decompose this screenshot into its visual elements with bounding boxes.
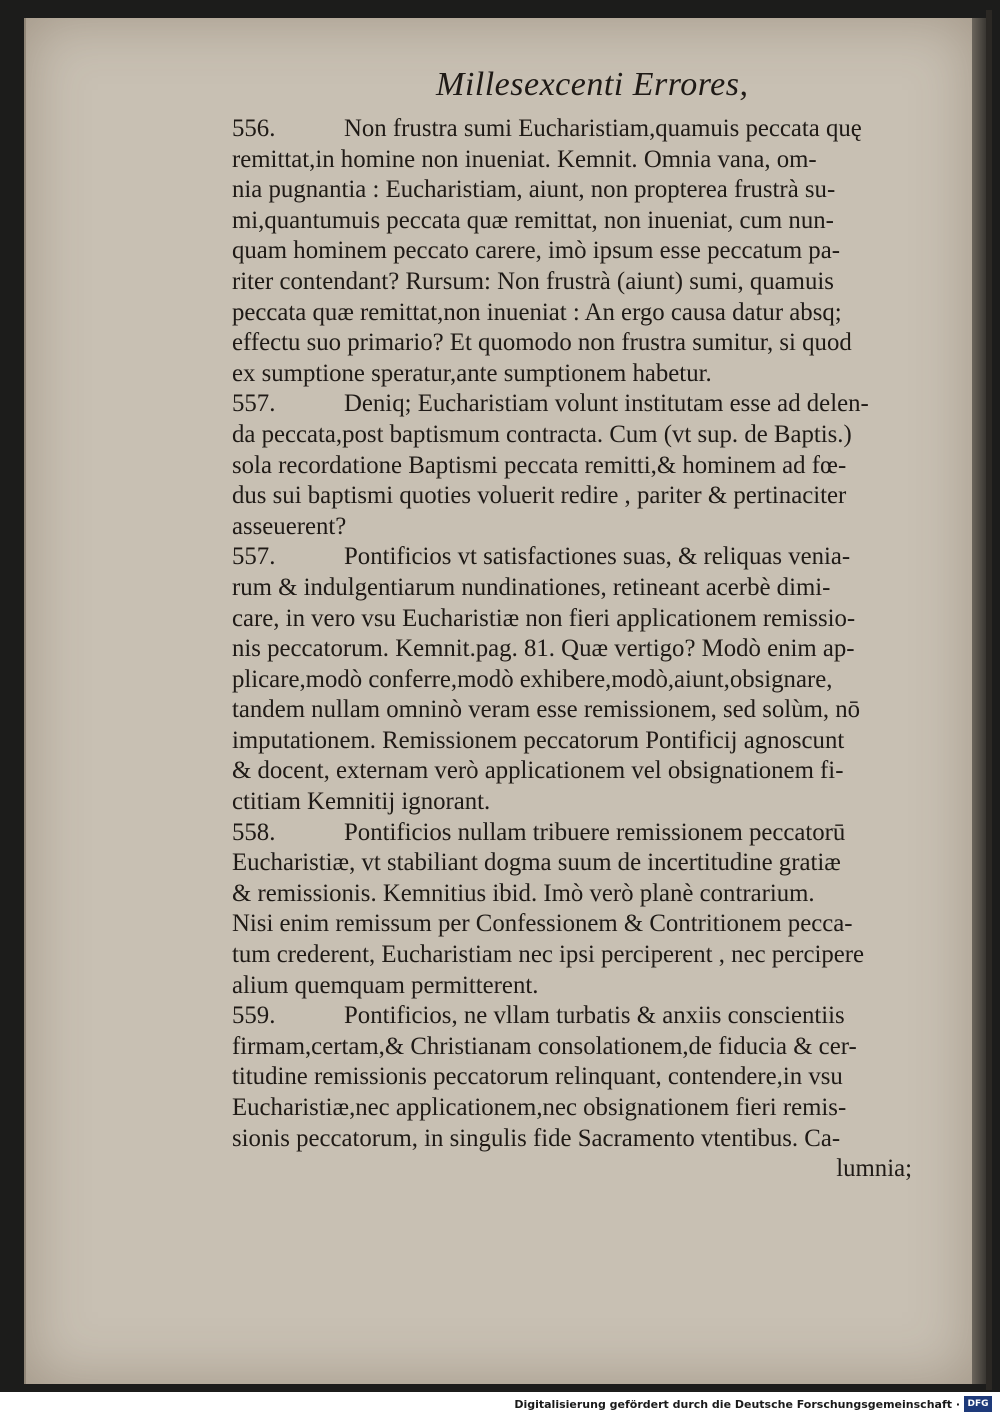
line-text: riter contendant? Rursum: Non frustrà (aiunt) sumi, quamuis [232, 267, 834, 295]
line-text: effectu suo primario? Et quomodo non frustra sumitur, si quod [232, 329, 852, 357]
text-line [232, 1124, 922, 1155]
text-line [232, 634, 922, 665]
line-text: rum & indulgentiarum nundinationes, retineant acerbè dimi- [232, 573, 831, 601]
line-text: asseuerent? [232, 512, 347, 540]
line-text: & remissionis. Kemnitius ibid. Imò verò planè contrarium. [232, 879, 815, 907]
text-line [232, 420, 922, 451]
line-text: ex sumptione speratur,ante sumptionem habetur. [232, 359, 712, 387]
text-line [232, 940, 922, 971]
line-text: Eucharistiæ, vt stabiliant dogma suum de incertitudine gratiæ [232, 849, 841, 877]
text-line [232, 971, 922, 1002]
catchword: lumnia; [836, 1155, 912, 1183]
text-line [232, 1032, 922, 1063]
line-text: & docent, externam verò applicationem vel obsignationem fi- [232, 757, 844, 785]
line-text: ctitiam Kemnitij ignorant. [232, 788, 491, 816]
line-text: mi,quantumuis peccata quæ remittat, non inueniat, cum nun- [232, 206, 834, 234]
line-text: quam hominem peccato carere, imò ipsum esse peccatum pa- [232, 237, 840, 265]
text-line [232, 328, 922, 359]
text-line [232, 267, 922, 298]
article-number: 558. [232, 818, 276, 846]
line-text: alium quemquam permitterent. [232, 971, 539, 999]
text-line [232, 573, 922, 604]
line-text: peccata quæ remittat,non inueniat : An ergo causa datur absq; [232, 298, 842, 326]
text-line [232, 818, 922, 849]
line-text: nis peccatorum. Kemnit.pag. 81. Quæ vertigo? Modò enim ap- [232, 635, 855, 663]
running-head: Millesexcenti Errores, [436, 66, 749, 103]
line-text: Eucharistiæ,nec applicationem,nec obsignationem fieri remis- [232, 1094, 847, 1121]
text-line [232, 848, 922, 879]
article-number: 557. [232, 390, 276, 418]
article-number: 557. [232, 543, 276, 571]
text-line [232, 1093, 922, 1124]
line-text: tandem nullam omninò veram esse remissionem, sed solùm, nō [232, 696, 861, 724]
article-number: 556. [232, 115, 276, 142]
text-line [232, 726, 922, 757]
footer-bar [0, 1392, 1000, 1418]
line-text: plicare,modò conferre,modò exhibere,modò,aiunt,obsignare, [232, 665, 833, 693]
text-line [232, 236, 922, 267]
line-text: firmam,certam,& Christianam consolationem,de fiducia & cer- [232, 1032, 857, 1060]
page-edge [972, 18, 986, 1384]
text-line [232, 787, 922, 818]
text-line [232, 604, 922, 635]
text-line [232, 542, 922, 573]
text-line [232, 175, 922, 206]
article-number: 559. [232, 1002, 276, 1030]
text-line [232, 512, 922, 543]
footer-credit: Digitalisierung gefördert durch die Deutsche Forschungsgemeinschaft · [514, 1398, 960, 1411]
text-line [232, 695, 922, 726]
line-text: Pontificios vt satisfactiones suas, & reliquas venia- [344, 543, 851, 571]
line-text: sionis peccatorum, in singulis fide Sacramento vtentibus. Ca- [232, 1124, 841, 1152]
line-text: Nisi enim remissum per Confessionem & Contritionem pecca- [232, 910, 853, 938]
dfg-logo-icon: DFG [964, 1396, 992, 1412]
line-text: nia pugnantia : Eucharistiam, aiunt, non propterea frustrà su- [232, 176, 836, 204]
line-text: tum crederent, Eucharistiam nec ipsi perciperent , nec percipere [232, 941, 865, 969]
body-text [232, 114, 922, 1185]
text-line [232, 359, 922, 390]
text-line [232, 1062, 922, 1093]
text-line [232, 1001, 922, 1032]
text-line [232, 909, 922, 940]
line-text: Non frustra sumi Eucharistiam,quamuis peccata quę [344, 115, 862, 142]
line-text: Pontificios nullam tribuere remissionem peccatorū [344, 818, 846, 846]
line-text: sola recordatione Baptismi peccata remitti,& hominem ad fœ- [232, 451, 847, 479]
text-line [232, 389, 922, 420]
line-text: care, in vero vsu Eucharistiæ non fieri applicationem remissio- [232, 604, 856, 632]
text-line [232, 145, 922, 176]
line-text: da peccata,post baptismum contracta. Cum (vt sup. de Baptis.) [232, 420, 852, 448]
text-line [232, 114, 922, 145]
line-text: titudine remissionis peccatorum relinquant, contendere,in vsu [232, 1063, 843, 1091]
text-line [232, 481, 922, 512]
line-text: dus sui baptismi quoties voluerit redire , pariter & pertinaciter [232, 482, 847, 510]
binding-strip [986, 10, 992, 1390]
text-line [232, 665, 922, 696]
text-line [232, 451, 922, 482]
line-text: remittat,in homine non inueniat. Kemnit. Omnia vana, om- [232, 145, 817, 173]
text-line [232, 206, 922, 237]
line-text: Pontificios, ne vllam turbatis & anxiis conscientiis [344, 1002, 845, 1030]
text-line [232, 879, 922, 910]
text-line [232, 298, 922, 329]
line-text: imputationem. Remissionem peccatorum Pontificij agnoscunt [232, 726, 845, 754]
line-text: Deniq; Eucharistiam volunt institutam esse ad delen- [344, 390, 869, 418]
text-line [232, 756, 922, 787]
